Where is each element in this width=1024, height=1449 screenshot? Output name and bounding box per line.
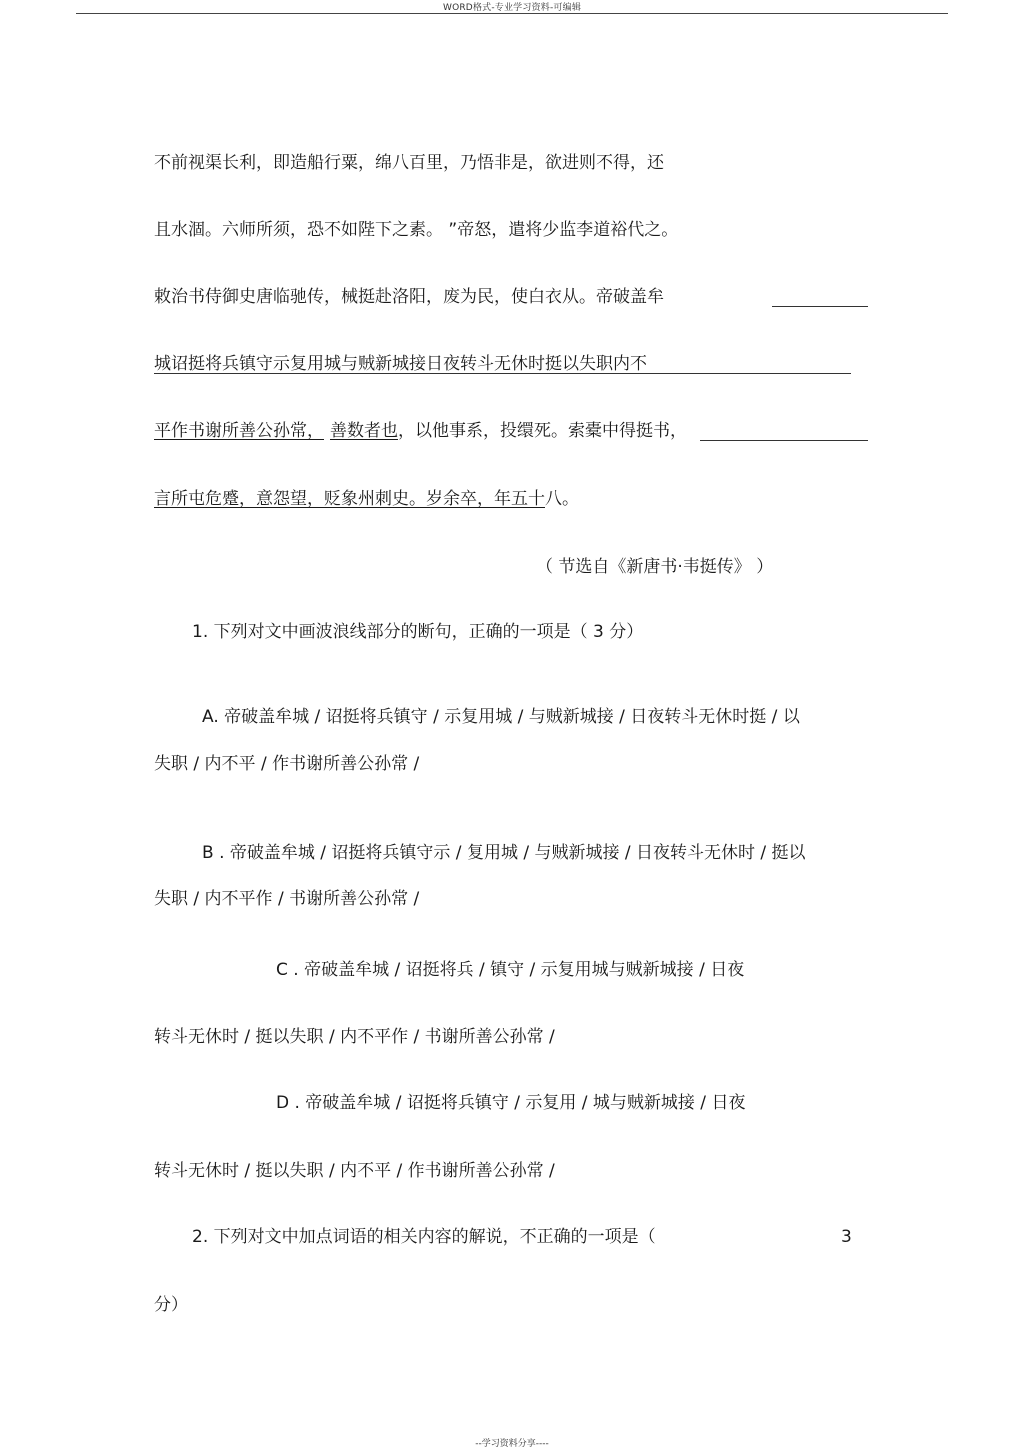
underlined-segment: 平作书谢所善公孙常， bbox=[154, 421, 324, 441]
question-1-option-b-line-1: B . 帝破盖牟城 / 诏挺将兵镇守示 / 复用城 / 与贼新城接 / 日夜转斗无休时 / 挺以 bbox=[202, 843, 806, 863]
question-1-option-b-line-2: 失职 / 内不平作 / 书谢所善公孙常 / bbox=[154, 889, 420, 909]
passage-line-4: 城诏挺将兵镇守示复用城与贼新城接日夜转斗无休时挺以失职内不 bbox=[154, 354, 647, 374]
question-2-stem: 2. 下列对文中加点词语的相关内容的解说，不正确的一项是（ bbox=[192, 1227, 656, 1247]
question-1-option-c-line-2: 转斗无休时 / 挺以失职 / 内不平作 / 书谢所善公孙常 / bbox=[154, 1027, 555, 1047]
page-header-text: WORD格式-专业学习资料-可编辑 bbox=[442, 3, 582, 13]
answer-blank-2 bbox=[700, 440, 868, 441]
question-2-score-unit: 分） bbox=[154, 1295, 188, 1315]
underlined-sentence: 言所屯危蹙，意怨望，贬象州刺史。岁余卒，年五十 bbox=[154, 489, 545, 509]
passage-line-1: 不前视渠长利，即造船行粟，绵八百里，乃悟非是，欲进则不得，还 bbox=[154, 153, 664, 173]
question-1-option-d-line-2: 转斗无休时 / 挺以失职 / 内不平 / 作书谢所善公孙常 / bbox=[154, 1161, 555, 1181]
passage-line-5 bbox=[154, 420, 687, 442]
page-footer-text: --学习资料分享---- bbox=[475, 1439, 549, 1449]
answer-blank-1 bbox=[772, 306, 868, 307]
question-2-score-number: 3 bbox=[841, 1227, 852, 1247]
passage-line-5-rest: ，以他事系，投缳死。索橐中得挺书， bbox=[398, 421, 687, 441]
passage-line-3: 敕治书侍御史唐临驰传，械挺赴洛阳，废为民，使白衣从。帝破盖牟 bbox=[154, 287, 664, 307]
question-1-option-a-line-2: 失职 / 内不平 / 作书谢所善公孙常 / bbox=[154, 754, 420, 774]
underlined-segment-2: 善数者也 bbox=[330, 421, 398, 441]
header-divider bbox=[76, 13, 948, 14]
passage-line-6 bbox=[154, 488, 579, 510]
passage-line-6-rest: 八。 bbox=[545, 489, 579, 509]
question-1-option-d-line-1: D . 帝破盖牟城 / 诏挺将兵镇守 / 示复用 / 城与贼新城接 / 日夜 bbox=[276, 1093, 746, 1113]
question-1-option-c-line-1: C . 帝破盖牟城 / 诏挺将兵 / 镇守 / 示复用城与贼新城接 / 日夜 bbox=[276, 960, 745, 980]
question-1-option-a-line-1: A. 帝破盖牟城 / 诏挺将兵镇守 / 示复用城 / 与贼新城接 / 日夜转斗无休时挺 / 以 bbox=[202, 707, 800, 727]
question-1-stem: 1. 下列对文中画波浪线部分的断句，正确的一项是（ 3 分） bbox=[192, 622, 644, 642]
source-citation: （ 节选自《新唐书·韦挺传》 ） bbox=[536, 557, 774, 577]
wavy-underline-line-4 bbox=[154, 373, 851, 374]
passage-line-2: 且水涸。六师所须，恐不如陛下之素。 ”帝怒，遣将少监李道裕代之。 bbox=[154, 220, 679, 240]
